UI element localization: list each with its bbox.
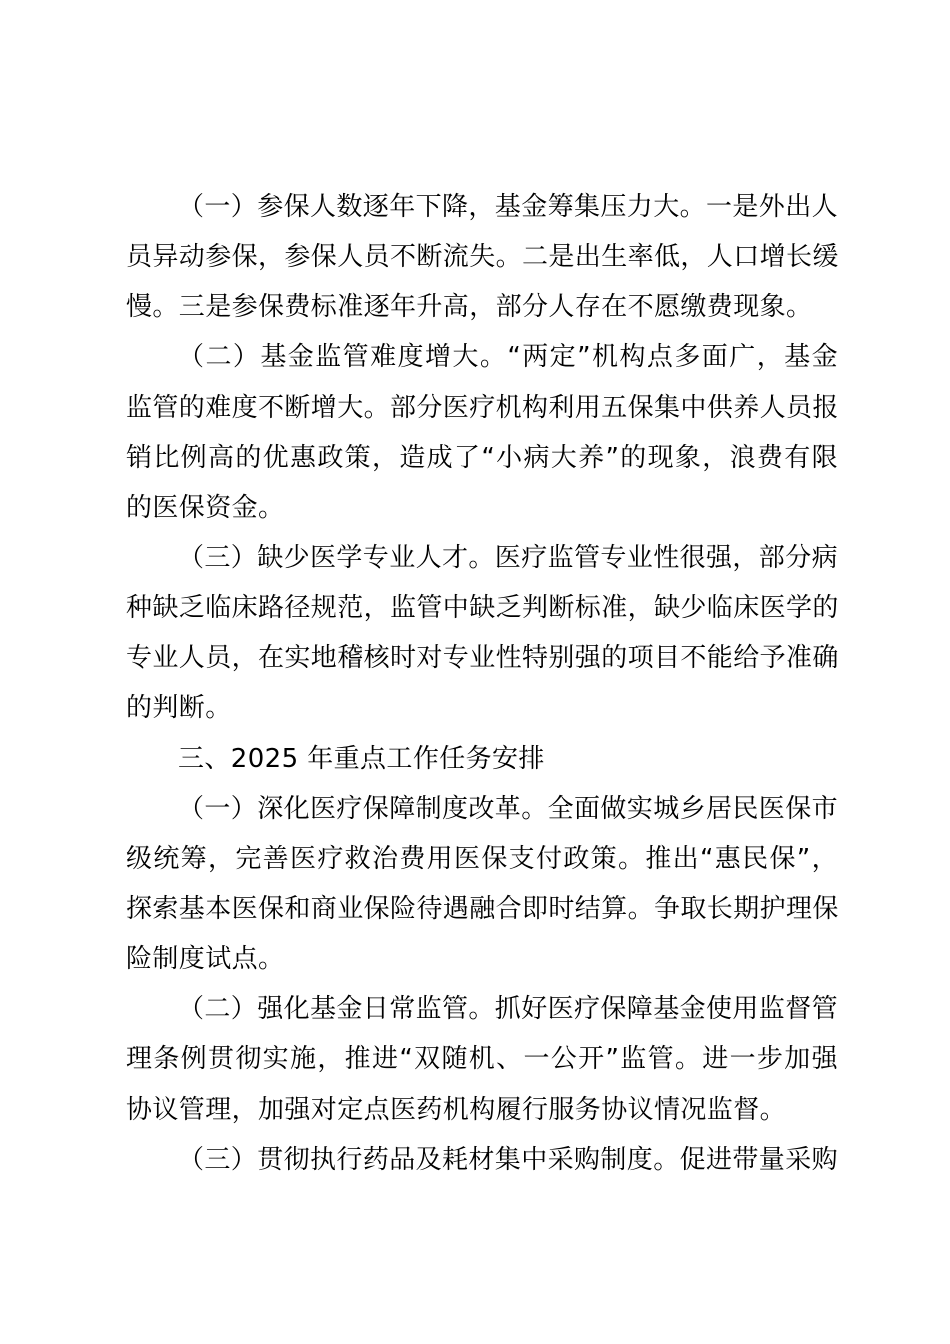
paragraph-line: 销比例高的优惠政策，造成了“小病大养”的现象，浪费有限 [126,442,838,473]
paragraph-line: 慢。三是参保费标准逐年升高，部分人存在不愿缴费现象。 [126,292,813,323]
paragraph-line: 的判断。 [126,693,232,724]
paragraph-line: 监管的难度不断增大。部分医疗机构利用五保集中供养人员报 [126,392,839,423]
paragraph-line: 员异动参保，参保人员不断流失。二是出生率低，人口增长缓 [126,242,839,273]
paragraph-line: （三）缺少医学专业人才。医疗监管专业性很强，部分病 [178,542,839,573]
section-heading: 三、2025 年重点工作任务安排 [178,743,545,774]
paragraph-line: 的医保资金。 [126,492,285,523]
paragraph-line: 专业人员，在实地稽核时对专业性特别强的项目不能给予准确 [126,643,839,674]
paragraph-line: （一）参保人数逐年下降，基金筹集压力大。一是外出人 [178,192,839,222]
paragraph-line: 险制度试点。 [126,944,285,975]
paragraph-line: 级统筹，完善医疗救治费用医保支付政策。推出“惠民保”， [126,843,838,874]
paragraph-line: 协议管理，加强对定点医药机构履行服务协议情况监督。 [126,1094,787,1125]
paragraph-line: 种缺乏临床路径规范，监管中缺乏判断标准，缺少临床医学的 [126,593,839,624]
document-body [126,182,838,1185]
paragraph-line: 探索基本医保和商业保险待遇融合即时结算。争取长期护理保 [126,893,839,924]
paragraph-line: （一）深化医疗保障制度改革。全面做实城乡居民医保市 [178,793,839,824]
paragraph-line: 理条例贯彻实施，推进“双随机、一公开”监管。进一步加强 [126,1044,838,1075]
paragraph-line: （二）基金监管难度增大。“两定”机构点多面广，基金 [178,342,838,373]
paragraph-line: （三）贯彻执行药品及耗材集中采购制度。促进带量采购 [178,1144,839,1175]
paragraph-line: （二）强化基金日常监管。抓好医疗保障基金使用监督管 [178,994,839,1025]
